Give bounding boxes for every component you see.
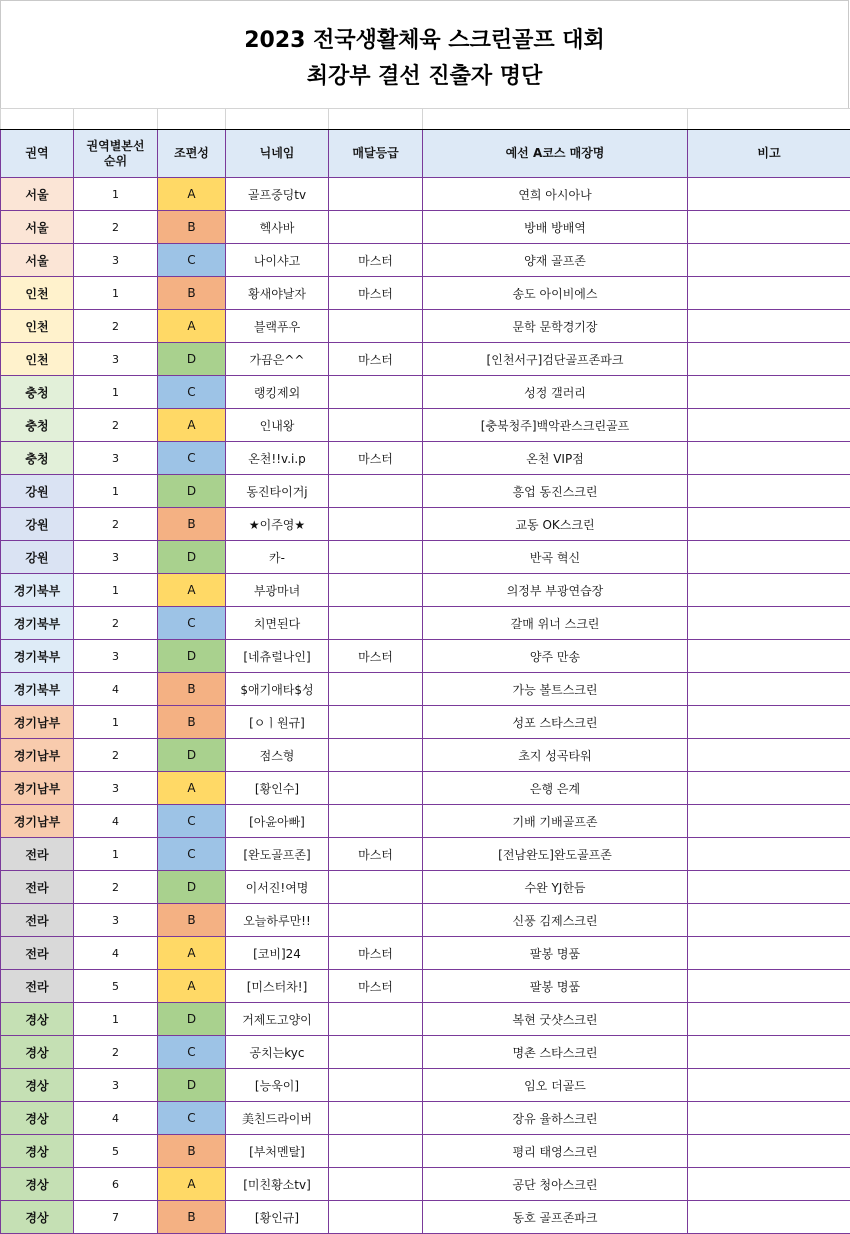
nickname-cell[interactable]: 거제도고양이 xyxy=(226,1003,329,1036)
region-cell[interactable]: 경기북부 xyxy=(1,607,74,640)
group-cell[interactable]: D xyxy=(158,475,226,508)
region-cell[interactable]: 경상 xyxy=(1,1036,74,1069)
table-row xyxy=(1,1135,850,1168)
nickname-cell[interactable]: 점스형 xyxy=(226,739,329,772)
rank-cell[interactable]: 3 xyxy=(74,343,158,376)
grade-cell[interactable] xyxy=(329,1003,423,1036)
group-cell[interactable]: C xyxy=(158,838,226,871)
note-cell[interactable] xyxy=(688,376,850,409)
header-region[interactable]: 권역 xyxy=(1,130,74,178)
note-cell[interactable] xyxy=(688,1201,850,1234)
rank-cell[interactable]: 1 xyxy=(74,277,158,310)
grade-cell[interactable] xyxy=(329,1168,423,1201)
nickname-cell[interactable]: $애기애타$성 xyxy=(226,673,329,706)
rank-cell[interactable]: 2 xyxy=(74,607,158,640)
note-cell[interactable] xyxy=(688,838,850,871)
rank-cell[interactable]: 4 xyxy=(74,937,158,970)
region-cell[interactable]: 인천 xyxy=(1,277,74,310)
nickname-cell[interactable]: 나이샤고 xyxy=(226,244,329,277)
note-cell[interactable] xyxy=(688,970,850,1003)
table-row xyxy=(1,904,850,937)
note-cell[interactable] xyxy=(688,574,850,607)
rank-cell[interactable]: 6 xyxy=(74,1168,158,1201)
region-cell[interactable]: 경기북부 xyxy=(1,574,74,607)
store-cell[interactable]: [충북청주]백악관스크린골프 xyxy=(423,409,688,442)
nickname-cell[interactable]: 황새야날자 xyxy=(226,277,329,310)
group-cell[interactable]: D xyxy=(158,871,226,904)
group-cell[interactable]: B xyxy=(158,1135,226,1168)
table-row xyxy=(1,1069,850,1102)
header-nickname[interactable]: 닉네임 xyxy=(226,130,329,178)
table-row xyxy=(1,607,850,640)
rank-cell[interactable]: 3 xyxy=(74,772,158,805)
document-subtitle: 최강부 결선 진출자 명단 xyxy=(306,64,543,89)
table-row xyxy=(1,1201,850,1234)
blank-cell[interactable] xyxy=(158,109,226,130)
table-row xyxy=(1,871,850,904)
store-cell[interactable]: 연희 아시아나 xyxy=(423,178,688,211)
rank-cell[interactable]: 3 xyxy=(74,640,158,673)
note-cell[interactable] xyxy=(688,640,850,673)
store-cell[interactable]: 성정 갤러리 xyxy=(423,376,688,409)
header-store[interactable]: 예선 A코스 매장명 xyxy=(423,130,688,178)
nickname-cell[interactable]: 공치는kyc xyxy=(226,1036,329,1069)
grade-cell[interactable] xyxy=(329,376,423,409)
region-cell[interactable]: 전라 xyxy=(1,904,74,937)
table-row xyxy=(1,277,850,310)
rank-cell[interactable]: 7 xyxy=(74,1201,158,1234)
note-cell[interactable] xyxy=(688,772,850,805)
table-row xyxy=(1,409,850,442)
group-cell[interactable]: A xyxy=(158,178,226,211)
region-cell[interactable]: 경상 xyxy=(1,1135,74,1168)
nickname-cell[interactable]: 부광마녀 xyxy=(226,574,329,607)
note-cell[interactable] xyxy=(688,673,850,706)
group-cell[interactable]: D xyxy=(158,739,226,772)
grade-cell[interactable] xyxy=(329,673,423,706)
store-cell[interactable]: [인천서구]검단골프존파크 xyxy=(423,343,688,376)
group-cell[interactable]: A xyxy=(158,310,226,343)
table-row xyxy=(1,574,850,607)
grade-cell[interactable]: 마스터 xyxy=(329,970,423,1003)
rank-cell[interactable]: 2 xyxy=(74,310,158,343)
grade-cell[interactable] xyxy=(329,871,423,904)
blank-cell[interactable] xyxy=(329,109,423,130)
grade-cell[interactable] xyxy=(329,574,423,607)
grade-cell[interactable] xyxy=(329,310,423,343)
rank-cell[interactable]: 1 xyxy=(74,178,158,211)
nickname-cell[interactable]: 랭킹제외 xyxy=(226,376,329,409)
header-note[interactable]: 비고 xyxy=(688,130,850,178)
table-row xyxy=(1,211,850,244)
nickname-cell[interactable]: 오늘하루만!! xyxy=(226,904,329,937)
store-cell[interactable]: 수완 YJ한듬 xyxy=(423,871,688,904)
blank-cell[interactable] xyxy=(423,109,688,130)
rank-cell[interactable]: 2 xyxy=(74,211,158,244)
store-cell[interactable]: 양주 만송 xyxy=(423,640,688,673)
grade-cell[interactable] xyxy=(329,1069,423,1102)
store-cell[interactable]: 팔봉 명품 xyxy=(423,937,688,970)
header-grade[interactable]: 매달등급 xyxy=(329,130,423,178)
store-cell[interactable]: 초지 성곡타워 xyxy=(423,739,688,772)
note-cell[interactable] xyxy=(688,508,850,541)
header-row xyxy=(1,130,850,178)
blank-cell[interactable] xyxy=(226,109,329,130)
document-title: 2023 전국생활체육 스크린골프 대회 xyxy=(244,28,605,53)
rank-cell[interactable]: 3 xyxy=(74,244,158,277)
grade-cell[interactable] xyxy=(329,805,423,838)
table-row xyxy=(1,1102,850,1135)
table-row xyxy=(1,640,850,673)
region-cell[interactable]: 충청 xyxy=(1,442,74,475)
rank-cell[interactable]: 1 xyxy=(74,838,158,871)
region-cell[interactable]: 전라 xyxy=(1,937,74,970)
rank-cell[interactable]: 3 xyxy=(74,904,158,937)
note-cell[interactable] xyxy=(688,343,850,376)
region-cell[interactable]: 서울 xyxy=(1,211,74,244)
table-row xyxy=(1,376,850,409)
region-cell[interactable]: 경상 xyxy=(1,1168,74,1201)
nickname-cell[interactable]: [능욱이] xyxy=(226,1069,329,1102)
header-regional-rank[interactable]: 권역별본선 순위 xyxy=(74,130,158,178)
note-cell[interactable] xyxy=(688,607,850,640)
table-row xyxy=(1,739,850,772)
store-cell[interactable]: 온천 VIP점 xyxy=(423,442,688,475)
store-cell[interactable]: 장유 율하스크린 xyxy=(423,1102,688,1135)
group-cell[interactable]: B xyxy=(158,211,226,244)
note-cell[interactable] xyxy=(688,178,850,211)
table-row xyxy=(1,805,850,838)
table-row xyxy=(1,508,850,541)
group-cell[interactable]: B xyxy=(158,1201,226,1234)
region-cell[interactable]: 서울 xyxy=(1,178,74,211)
nickname-cell[interactable]: [완도골프존] xyxy=(226,838,329,871)
note-cell[interactable] xyxy=(688,310,850,343)
grade-cell[interactable] xyxy=(329,1036,423,1069)
grade-cell[interactable] xyxy=(329,739,423,772)
region-cell[interactable]: 경기남부 xyxy=(1,706,74,739)
region-cell[interactable]: 서울 xyxy=(1,244,74,277)
rank-cell[interactable]: 1 xyxy=(74,574,158,607)
store-cell[interactable]: 신풍 김제스크린 xyxy=(423,904,688,937)
store-cell[interactable]: 기배 기배골프존 xyxy=(423,805,688,838)
nickname-cell[interactable]: 골프중딩tv xyxy=(226,178,329,211)
note-cell[interactable] xyxy=(688,739,850,772)
note-cell[interactable] xyxy=(688,1003,850,1036)
note-cell[interactable] xyxy=(688,937,850,970)
grade-cell[interactable]: 마스터 xyxy=(329,244,423,277)
rank-cell[interactable]: 2 xyxy=(74,409,158,442)
table-row xyxy=(1,970,850,1003)
nickname-cell[interactable]: [황인수] xyxy=(226,772,329,805)
table-row xyxy=(1,772,850,805)
title-box xyxy=(0,0,849,108)
group-cell[interactable]: B xyxy=(158,277,226,310)
region-cell[interactable]: 경기북부 xyxy=(1,640,74,673)
grade-cell[interactable] xyxy=(329,475,423,508)
grade-cell[interactable]: 마스터 xyxy=(329,838,423,871)
grade-cell[interactable] xyxy=(329,706,423,739)
note-cell[interactable] xyxy=(688,541,850,574)
region-cell[interactable]: 전라 xyxy=(1,970,74,1003)
nickname-cell[interactable]: [미친황소tv] xyxy=(226,1168,329,1201)
group-cell[interactable]: C xyxy=(158,376,226,409)
note-cell[interactable] xyxy=(688,1036,850,1069)
table-row xyxy=(1,937,850,970)
region-cell[interactable]: 경기남부 xyxy=(1,772,74,805)
region-cell[interactable]: 인천 xyxy=(1,343,74,376)
note-cell[interactable] xyxy=(688,805,850,838)
nickname-cell[interactable]: [코비]24 xyxy=(226,937,329,970)
note-cell[interactable] xyxy=(688,1135,850,1168)
rank-cell[interactable]: 2 xyxy=(74,508,158,541)
store-cell[interactable]: 공단 청아스크린 xyxy=(423,1168,688,1201)
store-cell[interactable]: 평리 태영스크린 xyxy=(423,1135,688,1168)
nickname-cell[interactable]: 헥사바 xyxy=(226,211,329,244)
group-cell[interactable]: A xyxy=(158,409,226,442)
table-row xyxy=(1,1168,850,1201)
group-cell[interactable]: C xyxy=(158,442,226,475)
store-cell[interactable]: 양재 골프존 xyxy=(423,244,688,277)
note-cell[interactable] xyxy=(688,244,850,277)
rank-cell[interactable]: 1 xyxy=(74,706,158,739)
nickname-cell[interactable]: 블랙푸우 xyxy=(226,310,329,343)
rank-cell[interactable]: 5 xyxy=(74,970,158,1003)
region-cell[interactable]: 강원 xyxy=(1,475,74,508)
group-cell[interactable]: D xyxy=(158,541,226,574)
grade-cell[interactable] xyxy=(329,178,423,211)
blank-cell[interactable] xyxy=(74,109,158,130)
group-cell[interactable]: D xyxy=(158,1069,226,1102)
region-cell[interactable]: 경기남부 xyxy=(1,739,74,772)
nickname-cell[interactable]: 이서진!여명 xyxy=(226,871,329,904)
store-cell[interactable]: 갈매 위너 스크린 xyxy=(423,607,688,640)
group-cell[interactable]: C xyxy=(158,607,226,640)
table-row xyxy=(1,310,850,343)
nickname-cell[interactable]: 동진타이거j xyxy=(226,475,329,508)
table-row xyxy=(1,1003,850,1036)
grade-cell[interactable] xyxy=(329,772,423,805)
store-cell[interactable]: 송도 아이비에스 xyxy=(423,277,688,310)
table-row xyxy=(1,541,850,574)
header-group[interactable]: 조편성 xyxy=(158,130,226,178)
nickname-cell[interactable]: 온천!!v.i.p xyxy=(226,442,329,475)
group-cell[interactable]: C xyxy=(158,244,226,277)
note-cell[interactable] xyxy=(688,1102,850,1135)
store-cell[interactable]: 의정부 부광연습장 xyxy=(423,574,688,607)
table-row xyxy=(1,178,850,211)
rank-cell[interactable]: 2 xyxy=(74,871,158,904)
group-cell[interactable]: C xyxy=(158,1102,226,1135)
grade-cell[interactable] xyxy=(329,541,423,574)
store-cell[interactable]: 임오 더골드 xyxy=(423,1069,688,1102)
grade-cell[interactable]: 마스터 xyxy=(329,343,423,376)
note-cell[interactable] xyxy=(688,706,850,739)
nickname-cell[interactable]: 인내왕 xyxy=(226,409,329,442)
rank-cell[interactable]: 2 xyxy=(74,1036,158,1069)
region-cell[interactable]: 경상 xyxy=(1,1102,74,1135)
store-cell[interactable]: 흥업 동진스크린 xyxy=(423,475,688,508)
group-cell[interactable]: D xyxy=(158,1003,226,1036)
rank-cell[interactable]: 2 xyxy=(74,739,158,772)
store-cell[interactable]: 복현 굿샷스크린 xyxy=(423,1003,688,1036)
nickname-cell[interactable]: [ㅇㅣ원규] xyxy=(226,706,329,739)
rank-cell[interactable]: 5 xyxy=(74,1135,158,1168)
nickname-cell[interactable]: [황인규] xyxy=(226,1201,329,1234)
note-cell[interactable] xyxy=(688,442,850,475)
store-cell[interactable]: [전남완도]완도골프존 xyxy=(423,838,688,871)
region-cell[interactable]: 충청 xyxy=(1,376,74,409)
rank-cell[interactable]: 3 xyxy=(74,1069,158,1102)
note-cell[interactable] xyxy=(688,475,850,508)
store-cell[interactable]: 성포 스타스크린 xyxy=(423,706,688,739)
region-cell[interactable]: 경상 xyxy=(1,1069,74,1102)
region-cell[interactable]: 전라 xyxy=(1,838,74,871)
nickname-cell[interactable]: 치면된다 xyxy=(226,607,329,640)
blank-cell[interactable] xyxy=(688,109,850,130)
grade-cell[interactable] xyxy=(329,904,423,937)
grade-cell[interactable] xyxy=(329,1201,423,1234)
grade-cell[interactable]: 마스터 xyxy=(329,277,423,310)
store-cell[interactable]: 동호 골프존파크 xyxy=(423,1201,688,1234)
table-row xyxy=(1,706,850,739)
nickname-cell[interactable]: [네츄럴나인] xyxy=(226,640,329,673)
rank-cell[interactable]: 4 xyxy=(74,1102,158,1135)
group-cell[interactable]: A xyxy=(158,1168,226,1201)
group-cell[interactable]: D xyxy=(158,343,226,376)
note-cell[interactable] xyxy=(688,904,850,937)
rank-cell[interactable]: 1 xyxy=(74,475,158,508)
grade-cell[interactable] xyxy=(329,1102,423,1135)
finalist-table xyxy=(0,108,850,1234)
group-cell[interactable]: A xyxy=(158,772,226,805)
store-cell[interactable]: 반곡 혁신 xyxy=(423,541,688,574)
group-cell[interactable]: A xyxy=(158,574,226,607)
grade-cell[interactable] xyxy=(329,508,423,541)
store-cell[interactable]: 문학 문학경기장 xyxy=(423,310,688,343)
region-cell[interactable]: 전라 xyxy=(1,871,74,904)
note-cell[interactable] xyxy=(688,1168,850,1201)
store-cell[interactable]: 교동 OK스크린 xyxy=(423,508,688,541)
nickname-cell[interactable]: 가끔은^^ xyxy=(226,343,329,376)
rank-cell[interactable]: 4 xyxy=(74,673,158,706)
grade-cell[interactable]: 마스터 xyxy=(329,640,423,673)
note-cell[interactable] xyxy=(688,277,850,310)
grade-cell[interactable] xyxy=(329,211,423,244)
rank-cell[interactable]: 1 xyxy=(74,376,158,409)
nickname-cell[interactable]: 카- xyxy=(226,541,329,574)
region-cell[interactable]: 경상 xyxy=(1,1201,74,1234)
note-cell[interactable] xyxy=(688,1069,850,1102)
table-row xyxy=(1,244,850,277)
nickname-cell[interactable]: ★이주영★ xyxy=(226,508,329,541)
table-row xyxy=(1,673,850,706)
region-cell[interactable]: 인천 xyxy=(1,310,74,343)
store-cell[interactable]: 팔봉 명품 xyxy=(423,970,688,1003)
group-cell[interactable]: D xyxy=(158,640,226,673)
rank-cell[interactable]: 1 xyxy=(74,1003,158,1036)
store-cell[interactable]: 명촌 스타스크린 xyxy=(423,1036,688,1069)
table-row xyxy=(1,838,850,871)
group-cell[interactable]: C xyxy=(158,1036,226,1069)
region-cell[interactable]: 경기북부 xyxy=(1,673,74,706)
store-cell[interactable]: 가능 볼트스크린 xyxy=(423,673,688,706)
region-cell[interactable]: 경기남부 xyxy=(1,805,74,838)
nickname-cell[interactable]: 美친드라이버 xyxy=(226,1102,329,1135)
group-cell[interactable]: A xyxy=(158,937,226,970)
grade-cell[interactable] xyxy=(329,607,423,640)
rank-cell[interactable]: 4 xyxy=(74,805,158,838)
table-row xyxy=(1,343,850,376)
group-cell[interactable]: B xyxy=(158,673,226,706)
store-cell[interactable]: 은행 은계 xyxy=(423,772,688,805)
grade-cell[interactable] xyxy=(329,409,423,442)
rank-cell[interactable]: 3 xyxy=(74,442,158,475)
region-cell[interactable]: 강원 xyxy=(1,508,74,541)
group-cell[interactable]: B xyxy=(158,706,226,739)
note-cell[interactable] xyxy=(688,409,850,442)
region-cell[interactable]: 충청 xyxy=(1,409,74,442)
grade-cell[interactable]: 마스터 xyxy=(329,442,423,475)
note-cell[interactable] xyxy=(688,211,850,244)
nickname-cell[interactable]: [부처멘탈] xyxy=(226,1135,329,1168)
blank-row xyxy=(1,109,850,130)
blank-cell[interactable] xyxy=(1,109,74,130)
nickname-cell[interactable]: [아윤아빠] xyxy=(226,805,329,838)
grade-cell[interactable] xyxy=(329,1135,423,1168)
group-cell[interactable]: B xyxy=(158,904,226,937)
note-cell[interactable] xyxy=(688,871,850,904)
group-cell[interactable]: B xyxy=(158,508,226,541)
region-cell[interactable]: 강원 xyxy=(1,541,74,574)
store-cell[interactable]: 방배 방배역 xyxy=(423,211,688,244)
table-row xyxy=(1,475,850,508)
group-cell[interactable]: C xyxy=(158,805,226,838)
nickname-cell[interactable]: [미스터차!] xyxy=(226,970,329,1003)
table-row xyxy=(1,442,850,475)
region-cell[interactable]: 경상 xyxy=(1,1003,74,1036)
group-cell[interactable]: A xyxy=(158,970,226,1003)
rank-cell[interactable]: 3 xyxy=(74,541,158,574)
grade-cell[interactable]: 마스터 xyxy=(329,937,423,970)
table-row xyxy=(1,1036,850,1069)
